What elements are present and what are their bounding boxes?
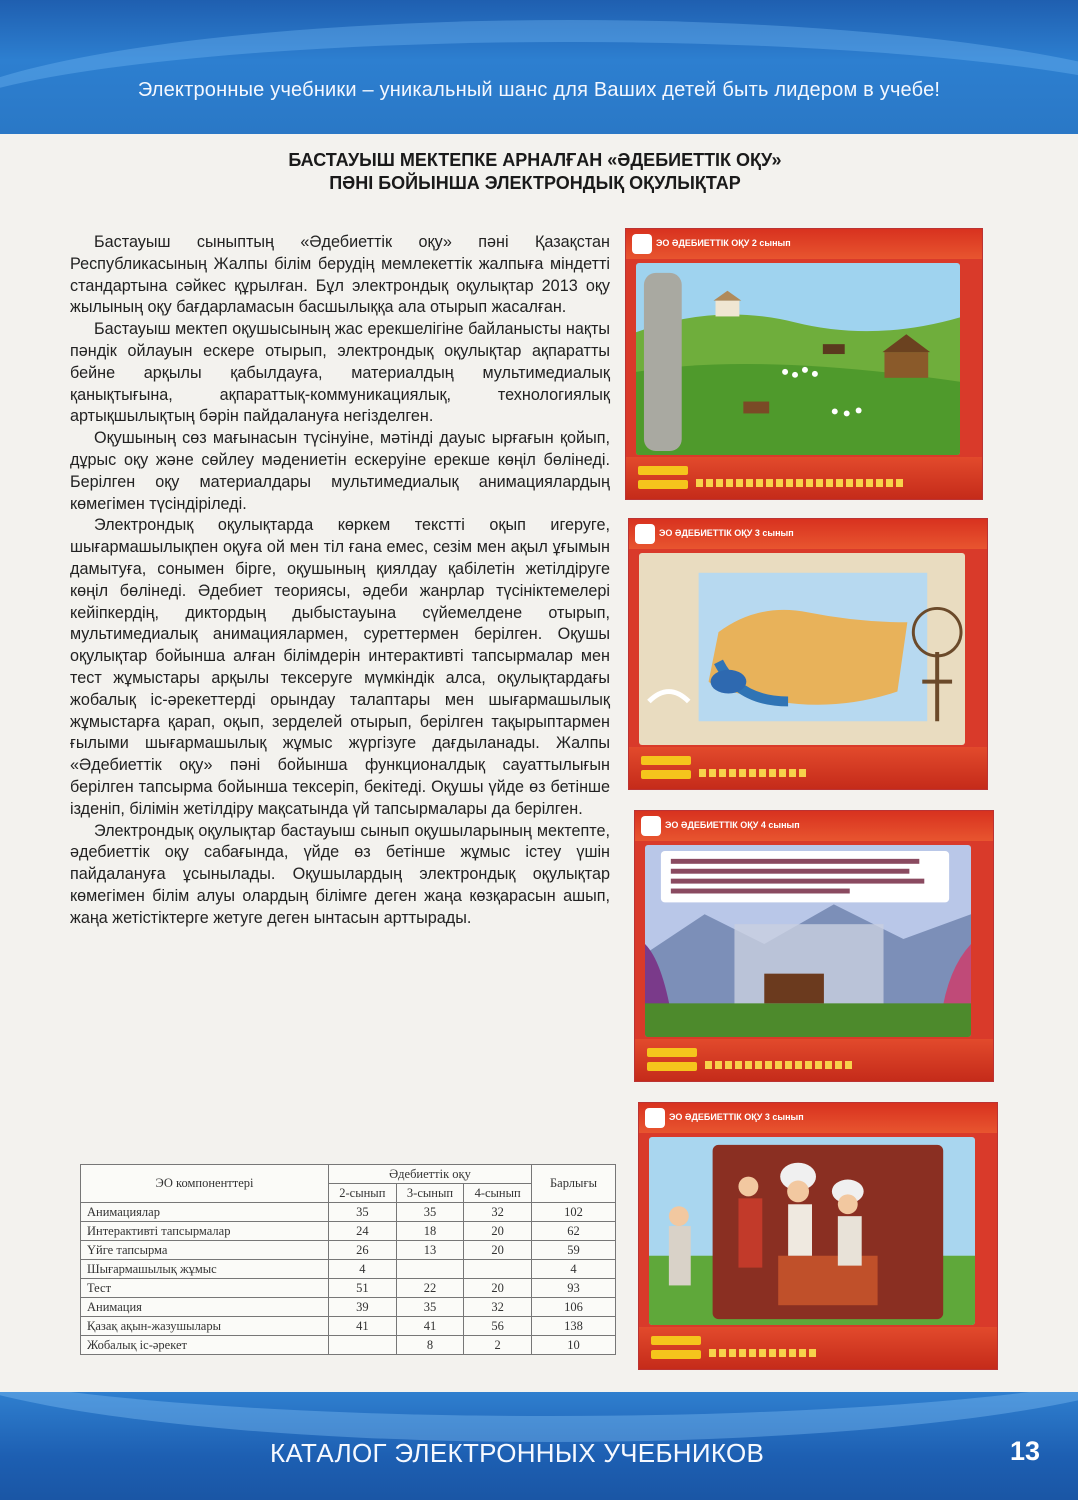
title-line-1: БАСТАУЫШ МЕКТЕПКЕ АРНАЛҒАН «ӘДЕБИЕТТІК ОҚУ» [288,150,782,170]
table-row: Интерактивті тапсырмалар 24 18 20 62 [81,1222,616,1241]
textbook-screenshot-grade-2 [625,228,983,500]
paragraph: Бастауыш сыныптың «Әдебиеттік оқу» пәні Қазақстан Республикасының Жалпы білім берудің мемлекеттік жалпыға міндетті стандартына сәйкес құрылған. Бұл электрондық оқулықтар 2013 оқу жылының оқу бағдарламасын басшылыққа ала отырып жасалған. [70,233,610,317]
textbook-screenshot-grade-3-family [638,1102,998,1370]
steppe-scene-image [636,263,960,455]
family-scene-image [649,1137,975,1325]
page-title [200,149,870,195]
table-row: Жобалық іс-әрекет 8 2 10 [81,1336,616,1355]
app-logo-icon [632,234,652,254]
catalog-title: КАТАЛОГ ЭЛЕКТРОННЫХ УЧЕБНИКОВ [270,1438,765,1468]
map-scene-image [639,553,965,745]
title-line-2: ПӘНІ БОЙЫНША ЭЛЕКТРОНДЫҚ ОҚУЛЫҚТАР [329,173,741,193]
header-decoration [0,20,1078,134]
app-logo-icon [635,524,655,544]
screenshot-title: ЭО ӘДЕБИЕТТІК ОҚУ 4 сынып [665,820,800,830]
header-total: Барлығы [532,1165,616,1203]
table-row: Тест 51 22 20 93 [81,1279,616,1298]
header-group: Әдебиеттік оқу [329,1165,532,1184]
table-row: Шығармашылық жұмыс 4 4 [81,1260,616,1279]
header-band [0,0,1078,134]
header-grade: 2-сынып [329,1184,397,1203]
table-row: Қазақ ақын-жазушылары 41 41 56 138 [81,1317,616,1336]
screenshot-title: ЭО ӘДЕБИЕТТІК ОҚУ 2 сынып [656,238,791,248]
table-row: Анимациялар 35 35 32 102 [81,1203,616,1222]
app-logo-icon [645,1108,665,1128]
village-scene-image [645,845,971,1037]
screenshot-toolbar [629,747,987,789]
table-row: Анимация 39 35 32 106 [81,1298,616,1317]
screenshot-title: ЭО ӘДЕБИЕТТІК ОҚУ 3 сынып [669,1112,804,1122]
paragraph: Оқушының сөз мағынасын түсінуіне, мәтінді дауыс ырғағын қойып, дұрыс оқу және сөйлеу мәдениетін ескеруіне ерекше көңіл бөлінеді. Берілген оқу материалдары мультимедиалық анимациялардың көмегімен түсіндіріледі. [70,429,610,513]
table-row: Үйге тапсырма 26 13 20 59 [81,1241,616,1260]
paragraph: Электрондық оқулықтарда көркем текстті оқып игеруге, шығармашылықпен оқуға ой мен тіл ғана емес, сезім мен ақыл ұғымын дамытуға, сонымен бірге, оқушының қиялдау қабілетін жетілдіруге көңіл бөлінеді. Әдебиет теориясы, әдеби жанрлар түсініктемелері кейіпкердің, диктордың дыбыстауына сүйемелдене отырып, мультимедиалық анимациялармен, суреттермен берілген. Оқушы оқулықтар бойынша алған білімдерін интерактивті тапсырмалар мен тест жұмыстары арқылы тексеруге мүмкіндік алса, оқулықтардағы жобалық іс-әрекеттерді орындау талаптары мен шығармашылық жұмыстарға қарап, оқып, зерделей отырып, берілген тақырыптармен ғылыми шығармашылық жұмыс жүргізуге дағдыланады. Жалпы «Әдебиеттік оқу» пәні бойынша функционалдық сауаттылығын берілген тапсырма бойынша тексеріп, бекітеді. Оқушы үйде өз бетінше ізденіп, білімін жетілдіру мақсатында үй тапсырмалары да берілген. [70,516,610,818]
textbook-screenshot-grade-4 [634,810,994,1082]
article-body [70,232,610,930]
header-grade: 3-сынып [396,1184,464,1203]
paragraph: Бастауыш мектеп оқушысының жас ерекшелігіне байланысты нақты пәндік ойлауын ескере отырып, электрондық оқулықтар ақпаратты бейне арқылы қабылдауға, материалдың мультимедиалық қанықтығына, ақпараттық-коммуникациялық, технологиялық артықшылықтың бәрін пайдалануға негізделген. [70,320,610,426]
paragraph: Электрондық оқулықтар бастауыш сынып оқушыларының мектепте, әдебиеттік оқу сабағында, үйде өз бетінше жұмыс істеу үшін пайдалануға ұсынылады. Оқушылардың электрондық оқулықтар көмегімен білім алуы олардың білімге деген жаңа көзқарасын ашып, жаңа жетістіктерге жетуге деген ынтасын арттырады. [70,821,610,927]
screenshot-toolbar [626,457,982,499]
footer-decoration [0,1392,1078,1442]
textbook-screenshot-grade-3-map [628,518,988,790]
screenshot-title: ЭО ӘДЕБИЕТТІК ОҚУ 3 сынып [659,528,794,538]
header-slogan: Электронные учебники – уникальный шанс для Ваших детей быть лидером в учебе! [137,79,941,101]
app-logo-icon [641,816,661,836]
footer-band [0,1392,1078,1500]
screenshot-toolbar [639,1327,997,1369]
header-grade: 4-сынып [464,1184,532,1203]
header-component: ЭО компоненттері [81,1165,329,1203]
screenshot-toolbar [635,1039,993,1081]
page-number: 13 [1010,1436,1041,1466]
components-table [80,1164,616,1355]
components-table-wrap [80,1164,616,1355]
